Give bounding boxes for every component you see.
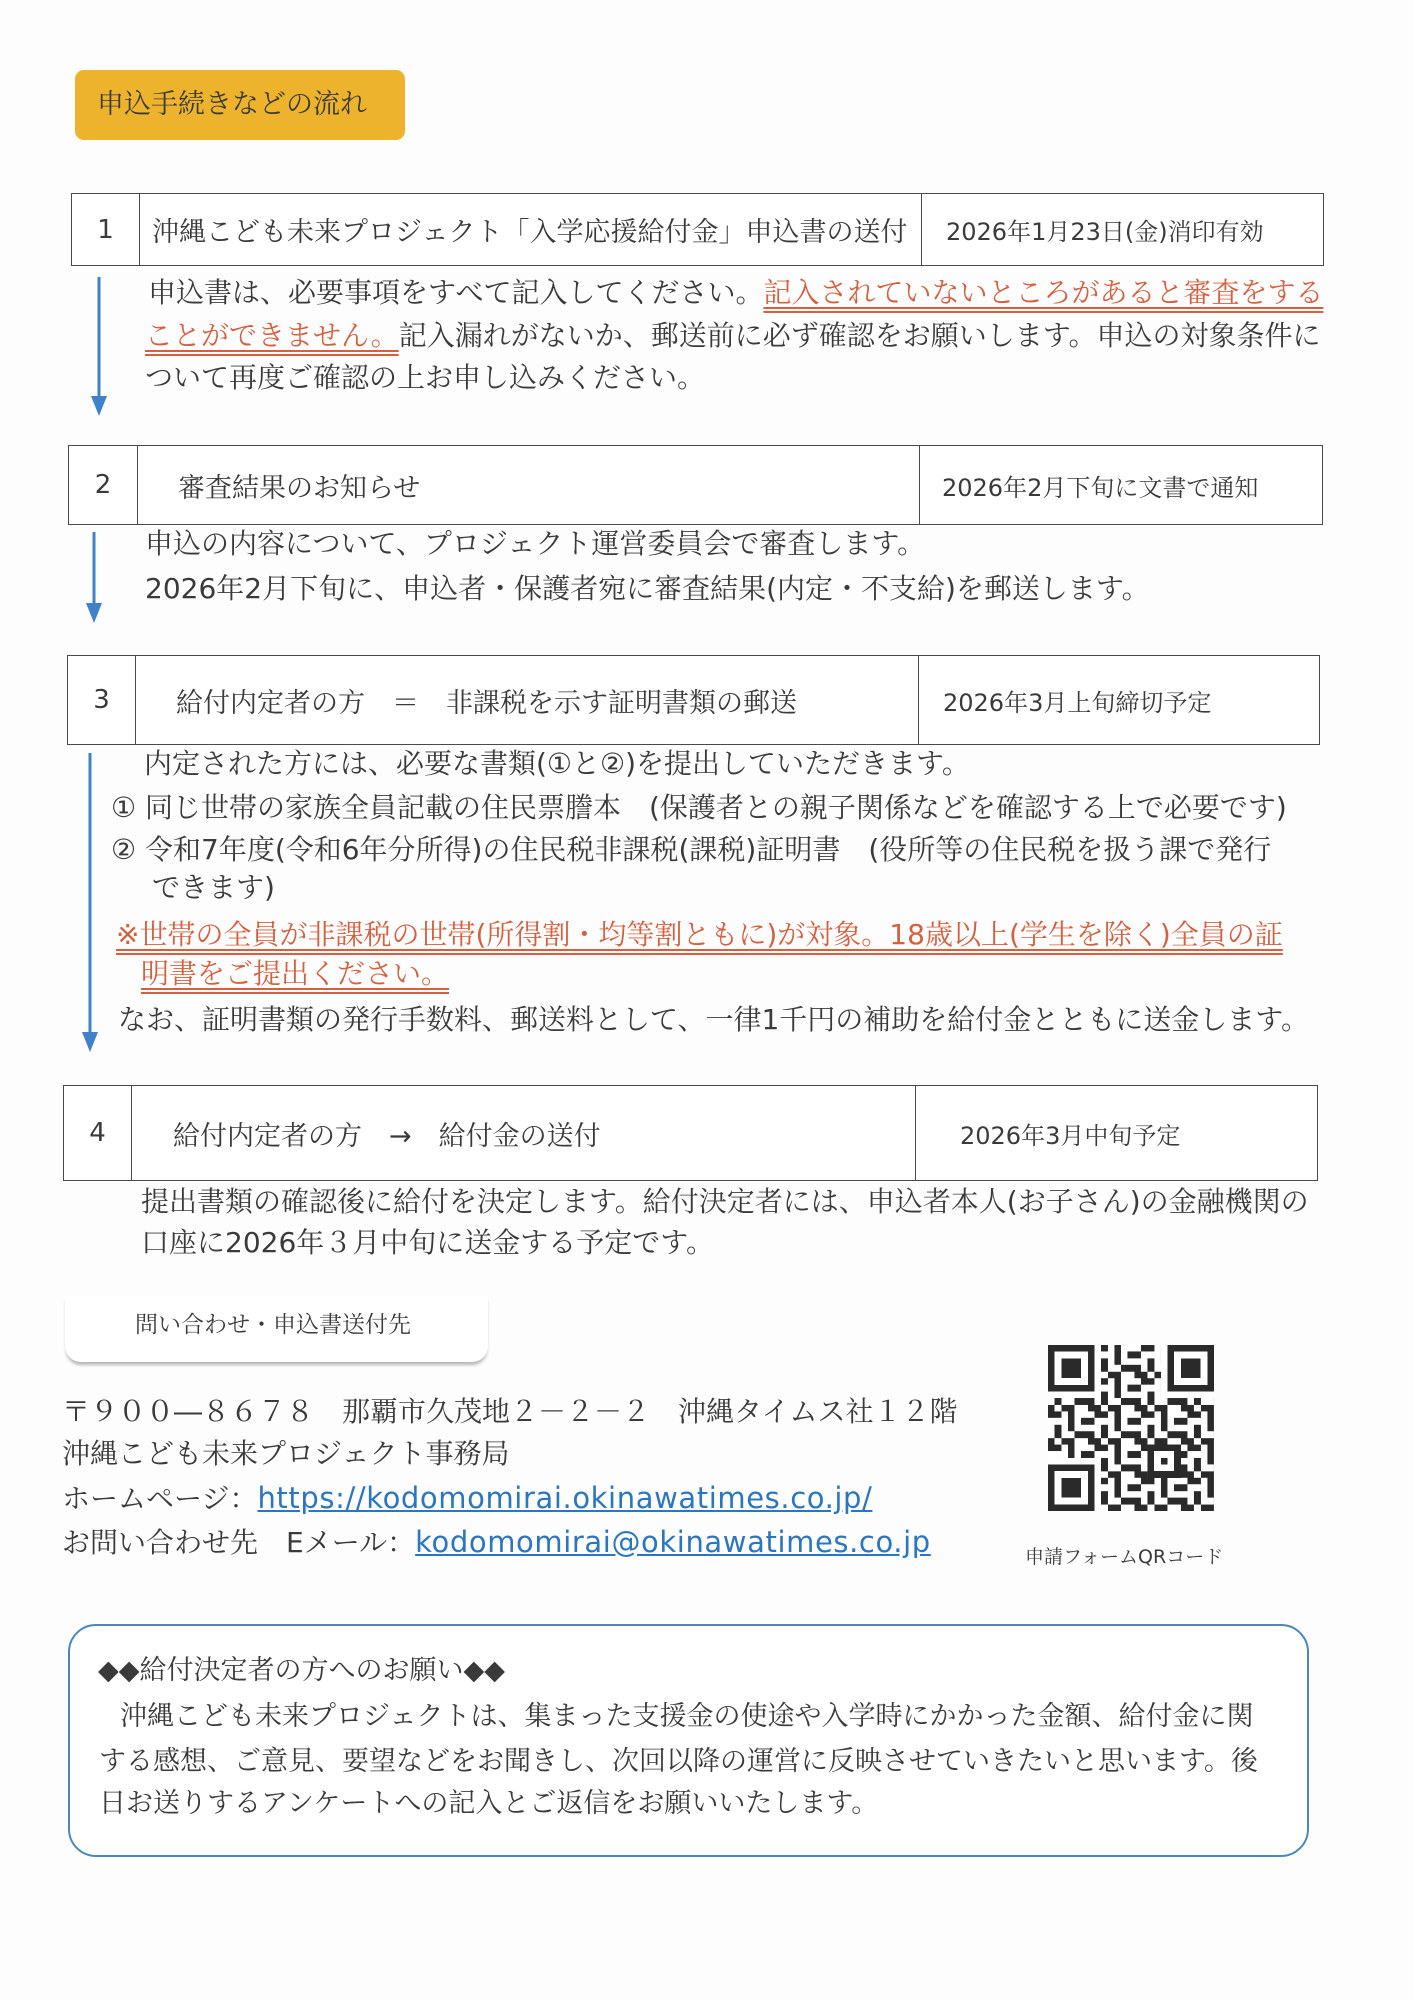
- email-label: お問い合わせ先 Eメール：: [62, 1526, 416, 1559]
- body-text: 2026年2月下旬に、申込者・保護者宛に審査結果(内定・不支給)を郵送します。: [145, 572, 1150, 605]
- contact-homepage: [62, 1478, 872, 1518]
- body-text: 内定された方には、必要な書類(①と②)を提出していただきます。: [144, 747, 970, 780]
- step-body-line: [118, 1000, 1309, 1040]
- step-body-line: [145, 524, 925, 564]
- step-body-line: [145, 316, 1320, 356]
- email-link[interactable]: kodomomirai@okinawatimes.co.jp: [415, 1525, 931, 1559]
- step-title: 沖縄こども未来プロジェクト「入学応援給付金」申込書の送付: [140, 194, 922, 265]
- body-text: 記入漏れがないか、郵送前に必ず確認をお願いします。申込の対象条件に: [398, 319, 1321, 352]
- body-text: 口座に2026年３月中旬に送金する予定です。: [141, 1226, 715, 1259]
- body-text: なお、証明書類の発行手数料、郵送料として、一律1千円の補助を給付金とともに送金します。: [118, 1003, 1310, 1036]
- contact-heading: 問い合わせ・申込書送付先: [135, 1312, 411, 1338]
- step-row-4: [63, 1085, 1318, 1181]
- required-document-1: [111, 788, 1287, 828]
- step-number: 1: [72, 194, 140, 265]
- body-text: ついて再度ご確認の上お申し込みください。: [145, 361, 706, 394]
- qr-code-icon: [1048, 1345, 1214, 1511]
- step-body-line: [141, 954, 449, 994]
- body-text: 提出書類の確認後に給付を決定します。給付決定者には、申込者本人(お子さん)の金融機関の: [141, 1185, 1309, 1218]
- step-body-line: [141, 1182, 1309, 1222]
- flow-arrow-down-icon: [89, 277, 109, 416]
- step-title: 給付内定者の方 ＝ 非課税を示す証明書類の郵送: [136, 656, 919, 744]
- step-number: 4: [64, 1086, 132, 1180]
- section-badge: 申込手続きなどの流れ: [75, 70, 405, 140]
- contact-email: [62, 1522, 931, 1562]
- notice-text-line: 日お送りするアンケートへの記入とご返信をお願いいたします。: [99, 1788, 879, 1819]
- emphasis-text: 記入されていないところがあると審査をする: [763, 276, 1324, 309]
- step-body-line: [141, 1223, 714, 1263]
- body-text: ① 同じ世帯の家族全員記載の住民票謄本 (保護者との親子関係などを確認する上で必要です): [111, 791, 1287, 824]
- step-body-line: [152, 868, 275, 908]
- step-row-3: [67, 655, 1320, 745]
- step-deadline: 2026年3月中旬予定: [960, 1121, 1181, 1150]
- contact-address: 〒９００―８６７８ 那覇市久茂地２－２－２ 沖縄タイムス社１２階: [62, 1395, 958, 1428]
- emphasis-text: ※世帯の全員が非課税の世帯(所得割・均等割ともに)が対象。18歳以上(学生を除く)全員の証: [116, 918, 1283, 951]
- body-text: 申込の内容について、プロジェクト運営委員会で審査します。: [145, 527, 926, 560]
- qr-code-label: 申請フォームQRコード: [1025, 1546, 1224, 1568]
- step-deadline: 2026年1月23日(金)消印有効: [946, 218, 1264, 246]
- step-row-2: [68, 445, 1323, 525]
- required-document-2: [111, 830, 1271, 870]
- flow-arrow-down-icon: [84, 532, 104, 623]
- body-text: ② 令和7年度(令和6年分所得)の住民税非課税(課税)証明書 (役所等の住民税を扱う課で発行: [111, 833, 1272, 866]
- step-title: 審査結果のお知らせ: [138, 446, 920, 524]
- notice-heading: ◆◆給付決定者の方へのお願い◆◆: [98, 1655, 506, 1686]
- contact-office: 沖縄こども未来プロジェクト事務局: [62, 1437, 510, 1470]
- step-title: 給付内定者の方 → 給付金の送付: [132, 1086, 916, 1180]
- step-body-line: [148, 273, 1323, 313]
- homepage-link[interactable]: https://kodomomirai.okinawatimes.co.jp/: [257, 1481, 873, 1515]
- step-body-line: [145, 358, 705, 398]
- step-number: 3: [68, 656, 136, 744]
- step-deadline: 2026年2月下旬に文書で通知: [942, 473, 1259, 502]
- emphasis-text: ことができません。: [145, 319, 399, 352]
- notice-text-line: 沖縄こども未来プロジェクトは、集まった支援金の使途や入学時にかかった金額、給付金に関: [120, 1701, 1254, 1732]
- step-body-line: [145, 569, 1150, 609]
- step-body-line: [116, 915, 1283, 955]
- emphasis-text: 明書をご提出ください。: [141, 957, 450, 990]
- step-number: 2: [69, 446, 138, 524]
- body-text: できます): [152, 871, 275, 904]
- flow-arrow-down-icon: [80, 753, 100, 1052]
- step-deadline: 2026年3月上旬締切予定: [943, 688, 1212, 717]
- homepage-label: ホームページ：: [62, 1482, 258, 1515]
- notice-text-line: する感想、ご意見、要望などをお聞きし、次回以降の運営に反映させていきたいと思います。後: [99, 1746, 1258, 1777]
- body-text: 申込書は、必要事項をすべて記入してください。: [148, 276, 764, 309]
- step-body-line: [144, 744, 970, 784]
- step-row-1: [71, 193, 1324, 266]
